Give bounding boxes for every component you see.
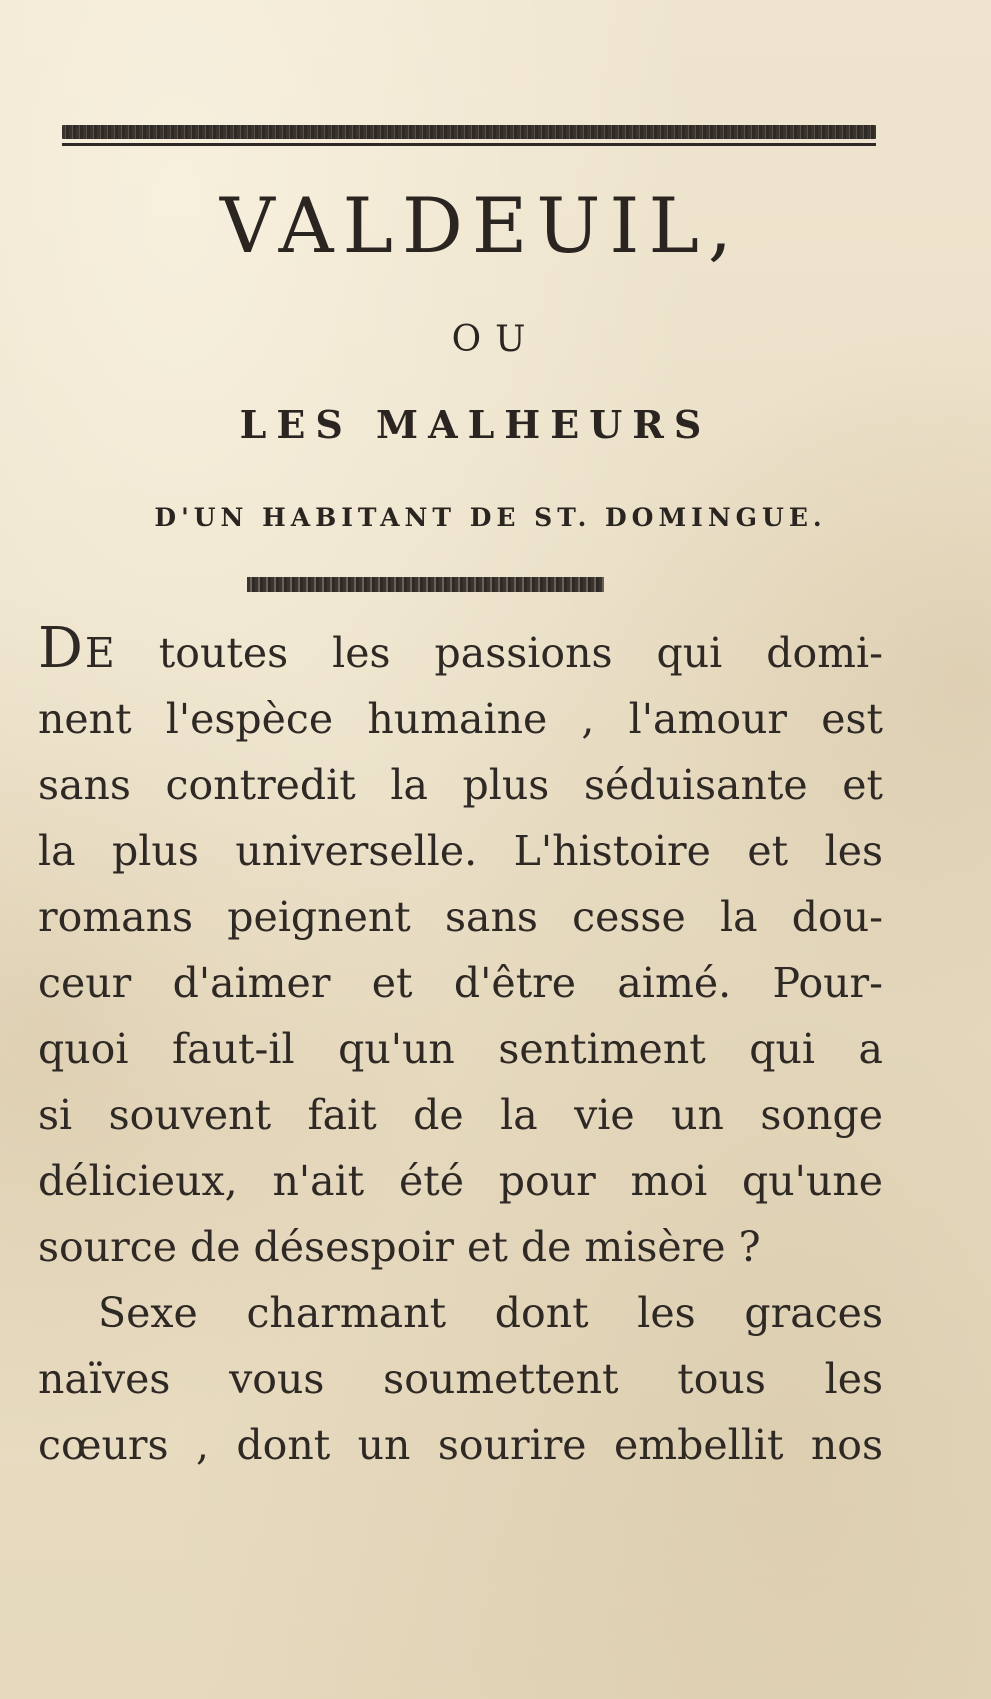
ornament-band [62, 125, 876, 139]
text-line: ceur d'aimer et d'être aimé. Pour- [38, 959, 883, 1007]
body-text [38, 616, 883, 1478]
text-line: délicieux, n'ait été pour moi qu'une [38, 1157, 883, 1205]
text-line: sans contredit la plus séduisante et [38, 761, 883, 809]
book-title: VALDEUIL, [219, 181, 742, 270]
text-line: nent l'espèce humaine , l'amour est [38, 695, 883, 743]
subtitle-line-1: LES MALHEURS [239, 402, 712, 447]
text-line: romans peignent sans cesse la dou- [38, 893, 883, 941]
text-line: naïves vous soumettent tous les [38, 1355, 883, 1403]
text-line [38, 616, 883, 686]
title-conjunction: OU [451, 319, 540, 360]
text-line: la plus universelle. L'histoire et les [38, 827, 883, 875]
drop-letter: D [38, 616, 85, 681]
text-line: si souvent fait de la vie un songe [38, 1091, 883, 1139]
text-line: cœurs , dont un sourire embellit nos [38, 1421, 883, 1469]
first-line-rest: E toutes les passions qui domi- [84, 629, 883, 677]
text-line: Sexe charmant dont les graces [98, 1289, 883, 1337]
header-ornament-rule [62, 125, 876, 147]
text-line: quoi faut-il qu'un sentiment qui a [38, 1025, 883, 1073]
section-ornament [247, 577, 604, 592]
text-line: source de désespoir et de misère ? [38, 1223, 761, 1271]
subtitle-line-2: D'UN HABITANT DE ST. DOMINGUE. [154, 503, 827, 532]
ornament-thin-rule [62, 143, 876, 146]
